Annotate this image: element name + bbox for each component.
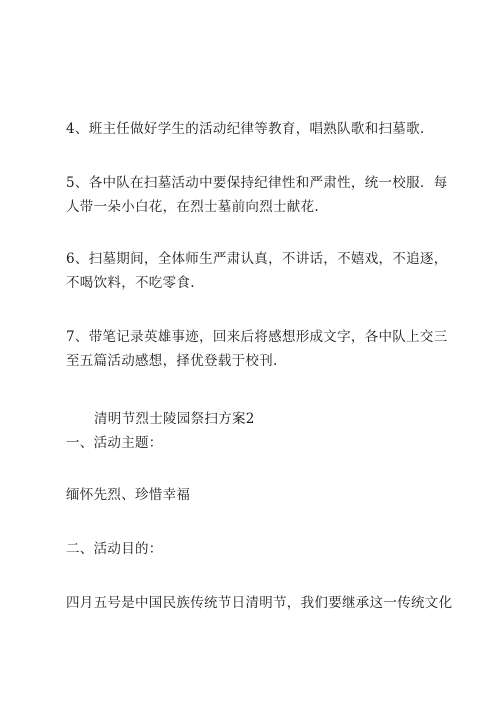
- paragraph-7-line-2: 至五篇活动感想，择优登载于校刊.: [66, 353, 278, 369]
- paragraph-5-line-1: 5、各中队在扫墓活动中要保持纪律性和严肃性，统一校服．每: [66, 175, 448, 191]
- paragraph-6-line-2: 不喝饮料，不吃零食.: [66, 275, 195, 291]
- paragraph-6-line-1: 6、扫墓期间，全体师生严肃认真，不讲话，不嬉戏，不追逐，: [66, 251, 448, 267]
- activity-purpose-line-1: 四月五号是中国民族传统节日清明节，我们要继承这一传统文化: [66, 595, 453, 611]
- paragraph-5-line-2: 人带一朵小白花，在烈士墓前向烈士献花.: [66, 199, 319, 215]
- heading-activity-theme: 一、活动主题：: [66, 435, 163, 451]
- paragraph-7-line-1: 7、带笔记录英雄事迹，回来后将感想形成文字，各中队上交三: [66, 329, 448, 345]
- paragraph-4-line-1: 4、班主任做好学生的活动纪律等教育，唱熟队歌和扫墓歌.: [66, 121, 425, 137]
- section-title: 清明节烈士陵园祭扫方案2: [94, 411, 255, 427]
- activity-theme-text: 缅怀先烈、珍惜幸福: [66, 487, 191, 503]
- heading-activity-purpose: 二、活动目的：: [66, 541, 163, 557]
